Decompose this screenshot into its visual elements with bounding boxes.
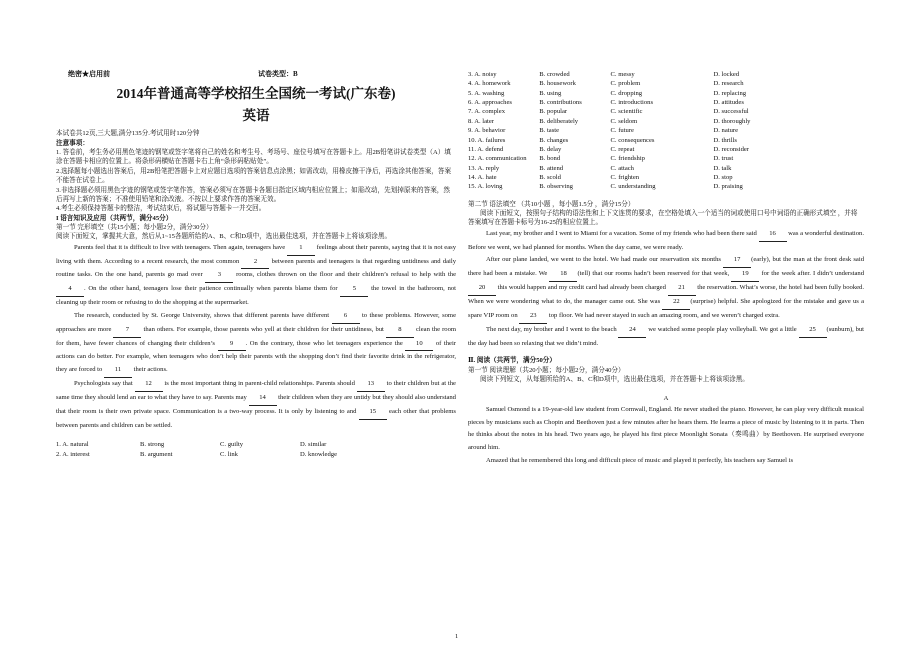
text-segment: (sunburn), but the day had been so relaxing that we didn’t mind. — [468, 325, 864, 347]
section1-part2-instructions: 阅读下面短文，按照句子结构的语法性和上下文连贯的要求，在空格处填入一个适当的词或使用口号中词语的正确形式填空 ，并将答案填写在答题卡标号为16-25的相应位置上。 — [468, 210, 858, 227]
blank-25: 25 — [799, 324, 827, 338]
option-choice: C. scientific — [610, 108, 643, 116]
secret-label: 绝密★启用前 — [68, 70, 110, 78]
option-choice: C. attach — [610, 164, 634, 172]
blank-15: 15 — [359, 406, 387, 420]
text-segment: their children when they are untidy but they should also understand that their room is their own private space. Communication is a two-way process. It is only by listening to and — [56, 393, 456, 415]
option-choice: 7. A. complex — [468, 108, 505, 116]
option-choice: 1. A. natural — [56, 441, 89, 449]
text-segment: of their actions can do better. For example, when teenagers who don’t help their parents with the shopping don’t find their favorite drink in the refrigerator, they are forced to — [56, 339, 456, 374]
option-choice: 2. A. interest — [56, 450, 90, 458]
section2-part1-title: 第一节 阅读理解（共20小题；每小题2分，满分40分） — [468, 366, 625, 374]
blank-8: 8 — [386, 324, 414, 338]
page-number: 1 — [455, 633, 459, 640]
option-choice: C. problem — [610, 80, 641, 88]
option-choice: C. introductions — [610, 99, 654, 107]
option-choice: 8. A. later — [468, 117, 495, 125]
section1-instructions: 阅读下面短文，掌握其大意，然后从1~15各题所给的A、B、C和D项中，选出最佳选项，并在答题卡上将该项涂黑。 — [56, 233, 392, 241]
option-choice: D. trust — [713, 155, 734, 163]
option-choice: 9. A. behavior — [468, 127, 506, 135]
option-choice: 11. A. defend — [468, 145, 504, 153]
right-column — [468, 70, 864, 468]
option-row — [468, 98, 864, 107]
blank-11: 11 — [104, 364, 132, 378]
option-choice: B. contributions — [539, 99, 582, 107]
left-column — [56, 70, 456, 459]
option-choice: D. research — [713, 80, 744, 88]
option-choice: 13. A. reply — [468, 164, 500, 172]
text-segment: the reservation. What’s worse, the hotel had been fully booked. When we were wondering what to do, the manager came out. She was — [468, 284, 864, 305]
option-choice: C. repeat — [610, 145, 635, 153]
option-choice: 12. A. communication — [468, 155, 527, 163]
text-segment: (surprise) helpful. She apologized for the mistake and gave us a spare VIP room on — [468, 297, 864, 319]
blank-20: 20 — [468, 282, 496, 296]
text-segment: to these problems. However, some approaches are more — [56, 311, 456, 333]
option-choice: C. future — [610, 127, 634, 135]
option-row — [468, 70, 864, 79]
blank-5: 5 — [340, 283, 368, 297]
text-segment: the towel in the bathroom, not cleaning up their room or refusing to do the shopping at the supermarket. — [56, 285, 456, 307]
grammar-paragraph-2 — [468, 254, 864, 323]
option-choice: B. taste — [539, 127, 560, 135]
notes-list — [56, 148, 456, 214]
text-segment: Psychologists say that — [74, 380, 135, 388]
option-choice: B. changes — [539, 136, 569, 144]
option-row — [468, 164, 864, 173]
text-segment: between parents and teenagers is that regarding untidiness and daily routine tasks. On the one hand, parents go mad over — [56, 257, 457, 279]
text-segment: (tell) that our rooms hadn’t been reserved for that week, — [577, 270, 732, 278]
blank-19: 19 — [731, 268, 759, 282]
option-choice: C. frighten — [610, 173, 640, 181]
option-choice: 3. A. noisy — [468, 71, 497, 78]
blank-9: 9 — [218, 338, 246, 352]
blank-4: 4 — [56, 283, 84, 297]
option-row — [468, 89, 864, 98]
option-choice: D. talk — [713, 164, 732, 172]
text-segment: Parents feel that it is difficult to live with teenagers. Then again, teenagers have — [74, 243, 287, 251]
options-left — [56, 440, 456, 459]
option-choice: B. attend — [539, 164, 564, 172]
blank-6: 6 — [332, 310, 360, 324]
option-choice: B. strong — [140, 441, 165, 449]
section2-title: Ⅱ. 阅读（共两节，满分50分） — [468, 357, 556, 365]
option-choice: C. dropping — [610, 89, 643, 97]
option-choice: D. praising — [713, 183, 743, 191]
blank-24: 24 — [618, 324, 646, 338]
option-choice: D. reconsider — [713, 145, 750, 153]
option-choice: D. thrills — [713, 136, 737, 144]
blank-18: 18 — [549, 268, 577, 282]
text-segment: After our plane landed, we went to the hotel. We had made our reservation six months — [486, 256, 724, 264]
subject-title: 英语 — [242, 108, 270, 124]
option-row — [468, 79, 864, 88]
text-segment: each other that problems between parents and children can be settled. — [56, 407, 456, 429]
option-choice: 10. A. failures — [468, 136, 506, 144]
text-segment: . On the contrary, those who let teenagers experience the — [245, 339, 406, 347]
note-item: 4.考生必须保持答题卡的整洁，考试结束后，将试题与答题卡一并交回。 — [56, 205, 266, 213]
option-row — [56, 450, 456, 459]
blank-1: 1 — [287, 242, 315, 256]
text-segment: we watched some people play volleyball. We got a little — [646, 325, 799, 333]
note-item: 3.非选择题必须用黑色字迹的钢笔或签字笔作答，答案必须写在答题卡各题目指定区域内相应位置上；如需改动，先划掉原来的答案，然后再写上新的答案；不准使用铅笔和涂改液。不按以上要求作答的答案无效。 — [56, 186, 450, 203]
blank-13: 13 — [357, 378, 385, 392]
option-choice: 15. A. loving — [468, 183, 503, 191]
notes-title: 注意事项： — [56, 139, 89, 147]
option-choice: B. scold — [539, 173, 561, 181]
cloze-paragraph-1 — [56, 242, 456, 310]
option-choice: B. using — [539, 89, 562, 97]
option-choice: B. argument — [140, 450, 173, 458]
option-choice: D. thoroughly — [713, 117, 751, 125]
option-choice: B. housework — [539, 80, 576, 88]
intro-text: 本试卷共12页,三大题,满分135分.考试用时120分钟 — [56, 130, 200, 138]
option-choice: 5. A. washing — [468, 89, 505, 97]
option-choice: 6. A. approaches — [468, 99, 512, 107]
option-row — [56, 440, 456, 449]
option-choice: 4. A. homework — [468, 80, 511, 88]
option-choice: B. popular — [539, 108, 568, 116]
option-choice: C. messy — [610, 71, 635, 78]
option-choice: C. friendship — [610, 155, 645, 163]
text-segment: to their children but at the same time they should lend an ear to what they have to say. Parents may — [56, 380, 456, 401]
option-choice: D. locked — [713, 71, 740, 78]
option-choice: D. similar — [300, 441, 327, 449]
option-choice: C. understanding — [610, 183, 656, 191]
text-segment: their actions. — [131, 366, 168, 374]
text-segment: The next day, my brother and I went to the beach — [486, 325, 619, 333]
paper-type-label: 试卷类型：B — [258, 70, 298, 78]
option-row — [468, 117, 864, 126]
text-segment: than others. For example, those parents who yell at their children for their untidiness, but — [141, 325, 386, 333]
option-choice: B. observing — [539, 183, 573, 191]
option-choice: C. guilty — [220, 441, 244, 449]
passage-label: A — [663, 395, 669, 403]
note-item: 2.选择题每小题选出答案后，用2B铅笔把答题卡上对应题目选项的答案信息点涂黑；如需改动，用橡皮擦干净后，再选涂其他答案，答案不能答在试卷上。 — [56, 167, 452, 185]
text-segment: for the week after. I didn’t understand — [759, 270, 864, 278]
blank-17: 17 — [723, 254, 751, 268]
note-item: 1. 答卷前，考生务必用黑色笔迹的钢笔或签字笔将自己的姓名和考生号、考场号、座位号填写在答题卡上。用2B铅笔讲试卷类型（A）填涂在答题卡相应的位置上。将条形码横贴在答题卡右上角“条形码粘贴处”。 — [56, 149, 451, 166]
option-row — [468, 154, 864, 163]
reading-paragraph-2: Amazed that he remembered this long and difficult piece of music and played it perfectly, his teachers say Samuel is — [486, 457, 794, 465]
option-choice: D. attitudes — [713, 99, 744, 107]
text-segment: was a wonderful destination. Before we went, we had planned for months. When the day came, we were ready. — [468, 229, 864, 251]
option-choice: B. bond — [539, 155, 561, 163]
blank-12: 12 — [135, 378, 163, 392]
option-choice: D. successful — [713, 108, 749, 116]
blank-3: 3 — [205, 269, 233, 283]
options-right — [468, 70, 864, 192]
option-choice: D. replacing — [713, 89, 747, 97]
option-row — [468, 173, 864, 182]
text-segment: Last year, my brother and I went to Miami for a vacation. Some of my friends who had been there said — [486, 229, 759, 237]
section2-instructions: 阅读下列短文，从每题所给的A、B、C和D项中，选出最佳选项，并在答题卡上将该项涂黑。 — [480, 376, 749, 384]
blank-22: 22 — [662, 296, 690, 310]
option-choice: D. nature — [713, 127, 739, 135]
text-segment: top floor. We had never stayed in such an amazing room, and we weren’t charged extra. — [547, 311, 780, 319]
option-choice: C. consequences — [610, 136, 655, 144]
section1-title: I 语言知识及应用（共两节，满分45分） — [56, 214, 173, 222]
option-row — [468, 145, 864, 154]
option-choice: B. crowded — [539, 71, 570, 78]
section1-part2-title: 第二节 语法填空 （共10小题 ，每小题1.5分 ，满分15分） — [468, 200, 635, 208]
text-segment: this would happen and my credit card had already been charged — [496, 284, 668, 292]
section1-part1-title: 第一节 完形填空（共15小题；每小题2分，满分30分） — [56, 223, 213, 231]
text-segment: . On the other hand, teenagers lose their patience continually when parents blame them for — [84, 285, 341, 293]
blank-2: 2 — [241, 256, 269, 270]
text-segment: (early), but the man at the front desk said there had been a mistake. We — [468, 256, 864, 278]
text-segment: rooms, clothes thrown on the floor and their children’s refusal to help with the — [233, 271, 456, 279]
grammar-paragraph-1 — [468, 228, 864, 255]
text-segment: is the most important thing in parent-child relationships. Parents should — [162, 380, 357, 388]
grammar-paragraph-3 — [468, 324, 864, 351]
blank-14: 14 — [249, 392, 277, 406]
blank-16: 16 — [759, 228, 787, 242]
reading-paragraph-1: Samuel Osmond is a 19-year-old law student from Cornwall, England. He never studied the piano. However, he can play very difficult musical pieces by musicians such as Chopin and Beethoven just a few minutes after he hears them. He learns a piece of music by listening to it in parts. Then he thinks about the notes in his head. Two years ago, he played his first piece Moonlight Sonata（奏鸣曲）by Beethoven. He surprised everyone around him. — [468, 405, 864, 452]
cloze-paragraph-3 — [56, 378, 456, 432]
text-segment: feelings about their parents, saying that it is not easy living with them. According to a recent research, the most common — [56, 243, 456, 265]
exam-title: 2014年普通高等学校招生全国统一考试(广东卷) — [116, 85, 396, 101]
option-choice: C. link — [220, 450, 238, 458]
text-segment: The research, conducted by St. George University, shows that different parents have different — [74, 311, 332, 319]
paper-header — [68, 70, 456, 80]
blank-23: 23 — [519, 310, 547, 324]
option-choice: C. seldom — [610, 117, 638, 125]
option-choice: D. stop — [713, 173, 733, 181]
blank-21: 21 — [668, 282, 696, 296]
option-choice: B. deliberately — [539, 117, 579, 125]
option-choice: 14. A. hate — [468, 173, 497, 181]
option-row — [468, 107, 864, 116]
text-segment: clean the room for them, have fewer chances of changing their children’s — [56, 325, 457, 347]
option-row — [468, 126, 864, 135]
option-row — [468, 136, 864, 145]
blank-7: 7 — [113, 324, 141, 338]
option-choice: D. knowledge — [300, 450, 337, 458]
blank-10: 10 — [405, 338, 433, 352]
option-row — [468, 182, 864, 191]
option-choice: B. delay — [539, 145, 562, 153]
cloze-paragraph-2 — [56, 310, 456, 378]
